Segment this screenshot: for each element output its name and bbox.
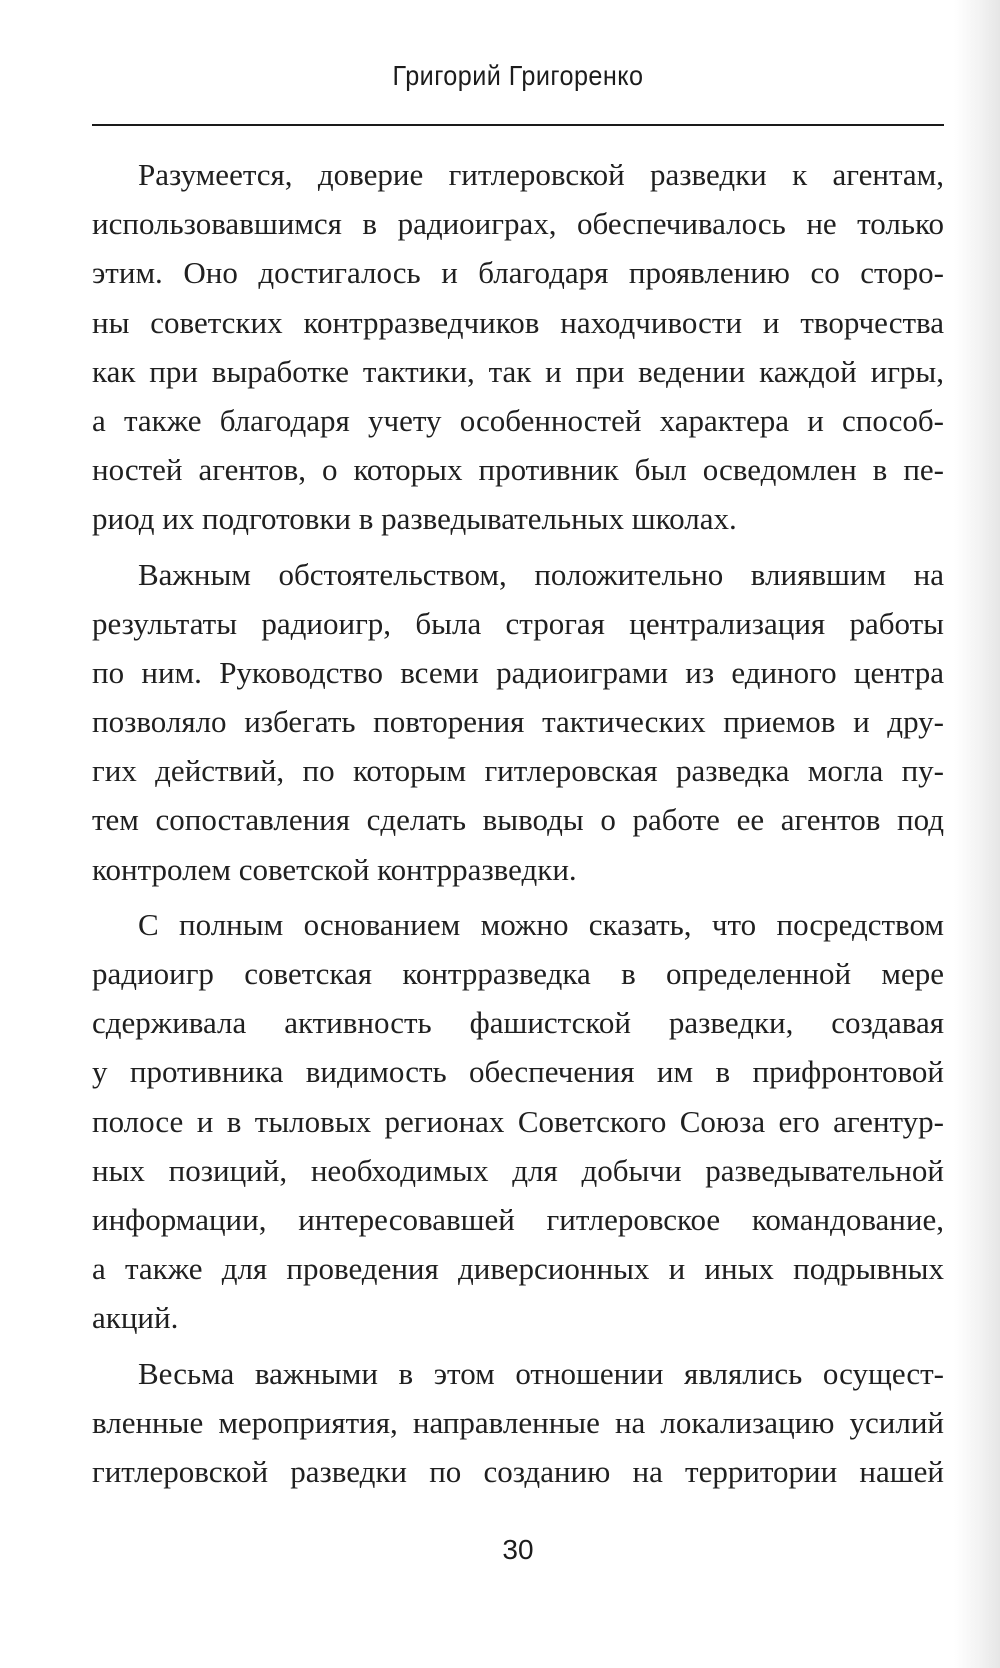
- text-line: использовавшимся в радиоиграх, обеспечивалось не только: [92, 206, 944, 242]
- paragraph-4: [92, 1349, 944, 1497]
- text-line: радиоигр советская контрразведка в определенной мере: [92, 956, 944, 991]
- text-line: ны советских контрразведчиков находчивости и творчества: [92, 304, 944, 340]
- running-head: Григорий Григоренко: [392, 60, 644, 91]
- header-rule: [92, 124, 944, 126]
- text-line: Весьма важными в этом отношении являлись осущест-: [138, 1355, 944, 1391]
- page-number: 30: [502, 1534, 534, 1565]
- text-line: а также благодаря учету особенностей характера и способ-: [92, 402, 944, 438]
- text-line: ных позиций, необходимых для добычи разведывательной: [92, 1152, 944, 1188]
- text-line: этим. Оно достигалось и благодаря проявлению со сторо-: [92, 255, 944, 291]
- text-line: по ним. Руководство всеми радиоиграми из единого центра: [92, 654, 944, 690]
- text-line: Важным обстоятельством, положительно влиявшим на: [138, 556, 944, 592]
- text-line: вленные мероприятия, направленные на локализацию усилий: [92, 1404, 944, 1440]
- text-line: тем сопоставления сделать выводы о работе ее агентов под: [92, 802, 944, 838]
- text-line: у противника видимость обеспечения им в прифронтовой: [92, 1054, 944, 1090]
- text-line: а также для проведения диверсионных и иных подрывных: [92, 1251, 944, 1287]
- paragraph-1: [92, 150, 944, 544]
- text-line: гих действий, по которым гитлеровская разведка могла пу-: [92, 753, 944, 789]
- text-line: сдерживала активность фашистской разведки, создавая: [92, 1005, 944, 1041]
- text-line: как при выработке тактики, так и при ведении каждой игры,: [92, 353, 944, 389]
- text-line: акций.: [92, 1300, 179, 1336]
- text-line: информации, интересовавшей гитлеровское командование,: [92, 1201, 944, 1237]
- text-line: риод их подготовки в разведывательных школах.: [92, 501, 737, 537]
- page-edge-shadow: [954, 0, 1000, 1668]
- text-line: ностей агентов, о которых противник был осведомлен в пе-: [92, 452, 944, 488]
- paragraph-2: [92, 550, 944, 894]
- text-line: гитлеровской разведки по созданию на территории нашей: [92, 1453, 944, 1489]
- paragraph-3: [92, 900, 944, 1343]
- text-line: Разумеется, доверие гитлеровской разведки к агентам,: [138, 157, 944, 192]
- body-text: [92, 150, 944, 1502]
- text-line: результаты радиоигр, была строгая централизация работы: [92, 605, 944, 641]
- text-line: позволяло избегать повторения тактических приемов и дру-: [92, 704, 944, 740]
- text-line: полосе и в тыловых регионах Советского Союза его агентур-: [92, 1103, 944, 1139]
- text-line: С полным основанием можно сказать, что посредством: [138, 906, 944, 942]
- text-line: контролем советской контрразведки.: [92, 851, 577, 887]
